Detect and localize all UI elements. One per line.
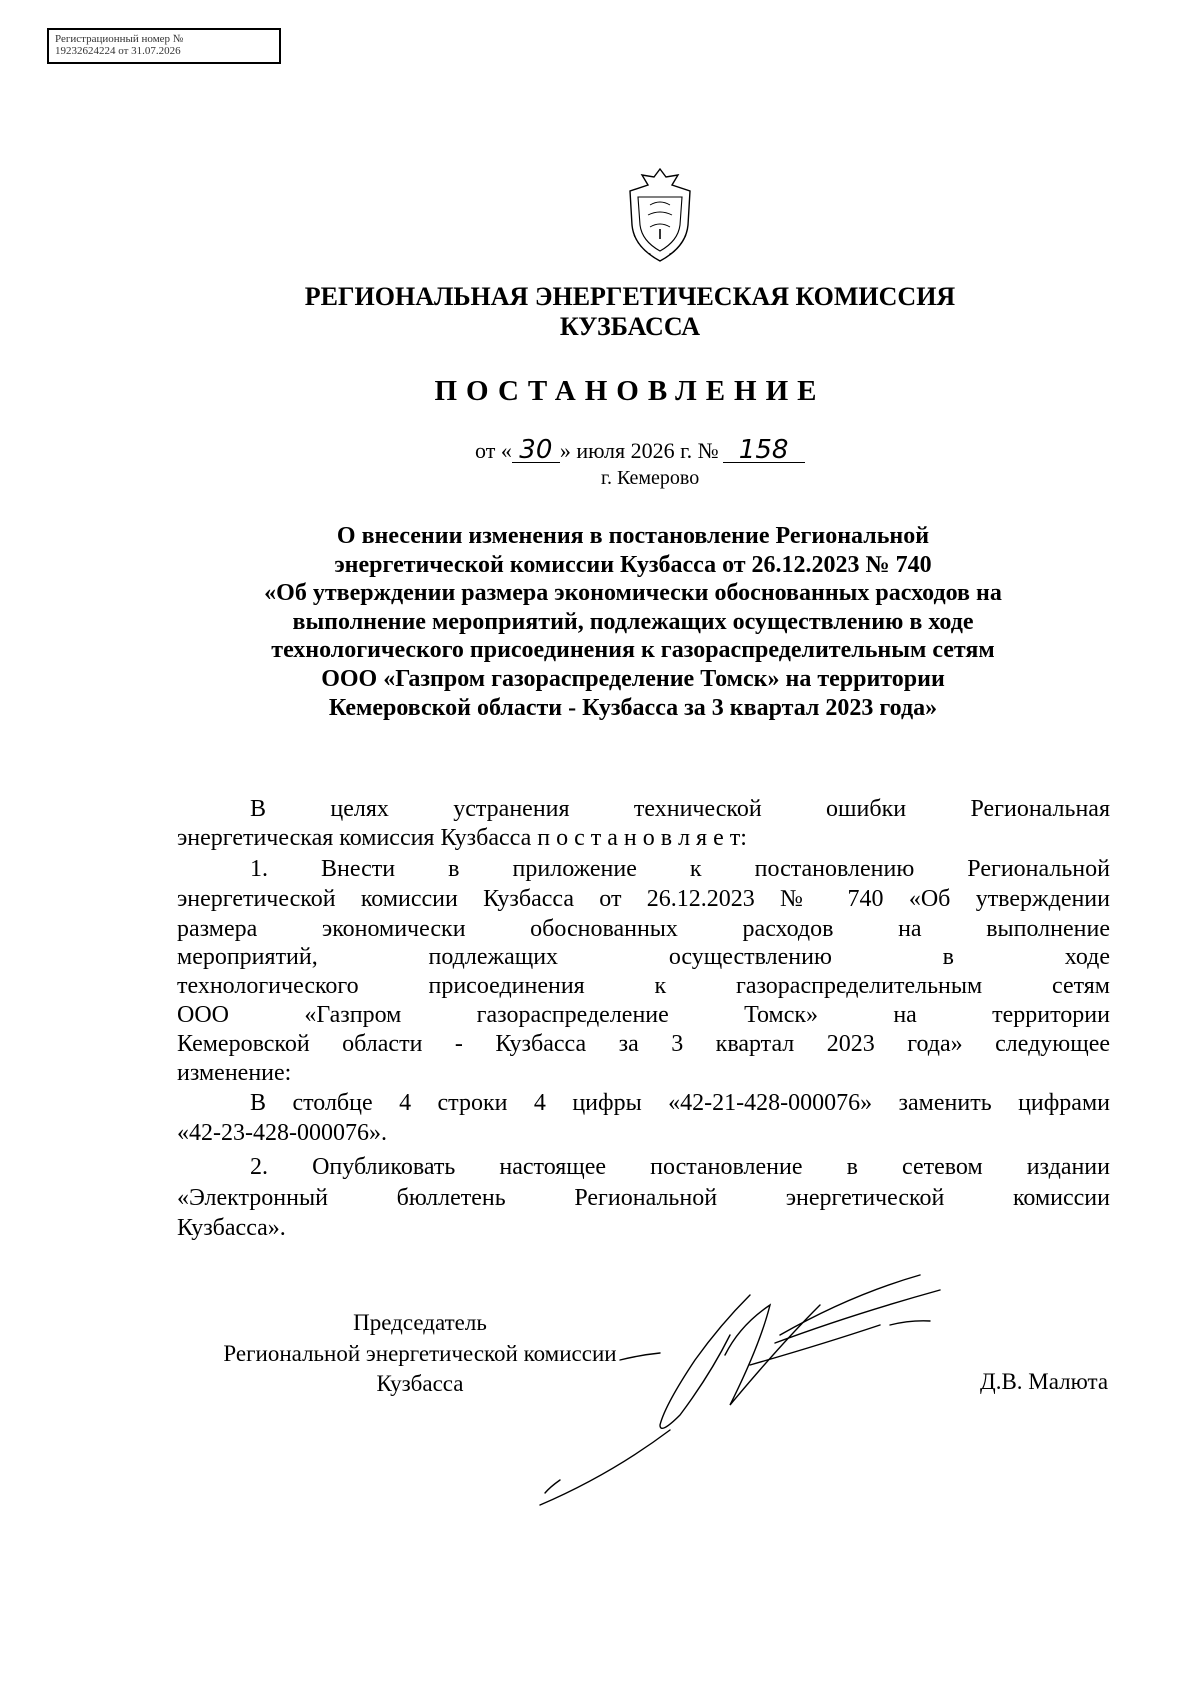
body-line: технологического присоединения к газораспределительным сетям bbox=[177, 973, 1110, 999]
coat-of-arms-icon bbox=[620, 165, 700, 265]
signatory-title: Председатель bbox=[353, 1310, 487, 1335]
date-prefix: от « bbox=[475, 438, 512, 463]
organization-name-line1: РЕГИОНАЛЬНАЯ ЭНЕРГЕТИЧЕСКАЯ КОМИССИЯ bbox=[304, 282, 956, 311]
body-line: В столбце 4 строки 4 цифры «42-21-428-000076» заменить цифрами bbox=[250, 1090, 1110, 1116]
body-line: мероприятий, подлежащих осуществлению в ходе bbox=[177, 944, 1110, 970]
body-line: размера экономически обоснованных расходов на выполнение bbox=[177, 916, 1110, 942]
signatory-region: Кузбасса bbox=[376, 1371, 464, 1396]
signatory-organization: Региональной энергетической комиссии bbox=[223, 1341, 617, 1366]
subject-line: ООО «Газпром газораспределение Томск» на территории bbox=[321, 665, 945, 692]
body-line: Кузбасса». bbox=[177, 1215, 286, 1241]
registration-stamp bbox=[47, 28, 281, 64]
body-line: изменение: bbox=[177, 1060, 292, 1086]
date-month-year: » июля 2026 г. № bbox=[559, 438, 719, 463]
document-type: ПОСТАНОВЛЕНИЕ bbox=[434, 375, 826, 407]
handwritten-signature-icon bbox=[520, 1265, 1000, 1515]
body-line: энергетическая комиссия Кузбасса п о с т а н о в л я е т: bbox=[177, 825, 747, 851]
subject-line: энергетической комиссии Кузбасса от 26.12.2023 № 740 bbox=[334, 551, 932, 578]
body-line: энергетической комиссии Кузбасса от 26.12.2023 № 740 «Об утверждении bbox=[177, 886, 1110, 912]
registration-stamp-label: Регистрационный номер № bbox=[55, 33, 184, 45]
body-line: ООО «Газпром газораспределение Томск» на территории bbox=[177, 1002, 1110, 1028]
subject-line: «Об утверждении размера экономически обоснованных расходов на bbox=[264, 580, 1002, 607]
signatory-name: Д.В. Малюта bbox=[980, 1369, 1109, 1394]
organization-name-line2: КУЗБАССА bbox=[559, 312, 701, 341]
registration-stamp-number: 19232624224 от 31.07.2026 bbox=[55, 45, 181, 57]
body-line: В целях устранения технической ошибки Региональная bbox=[250, 796, 1110, 822]
body-line: 1. Внести в приложение к постановлению Региональной bbox=[250, 856, 1110, 882]
subject-line: О внесении изменения в постановление Региональной bbox=[336, 523, 930, 549]
body-line: 2. Опубликовать настоящее постановление в сетевом издании bbox=[250, 1154, 1110, 1180]
subject-line: Кемеровской области - Кузбасса за 3 квартал 2023 года» bbox=[328, 694, 938, 721]
document-number: 158 bbox=[723, 438, 805, 463]
body-line: Кемеровской области - Кузбасса за 3 квартал 2023 года» следующее bbox=[177, 1031, 1110, 1057]
body-line: «42-23-428-000076». bbox=[177, 1120, 387, 1146]
document-city: г. Кемерово bbox=[601, 467, 700, 489]
body-line: «Электронный бюллетень Региональной энергетической комиссии bbox=[177, 1185, 1110, 1211]
date-day: 30 bbox=[512, 438, 560, 463]
document-date-line bbox=[475, 435, 805, 465]
subject-line: технологического присоединения к газораспределительным сетям bbox=[271, 637, 995, 664]
subject-line: выполнение мероприятий, подлежащих осуществлению в ходе bbox=[292, 608, 974, 635]
document-subject bbox=[198, 522, 1068, 722]
